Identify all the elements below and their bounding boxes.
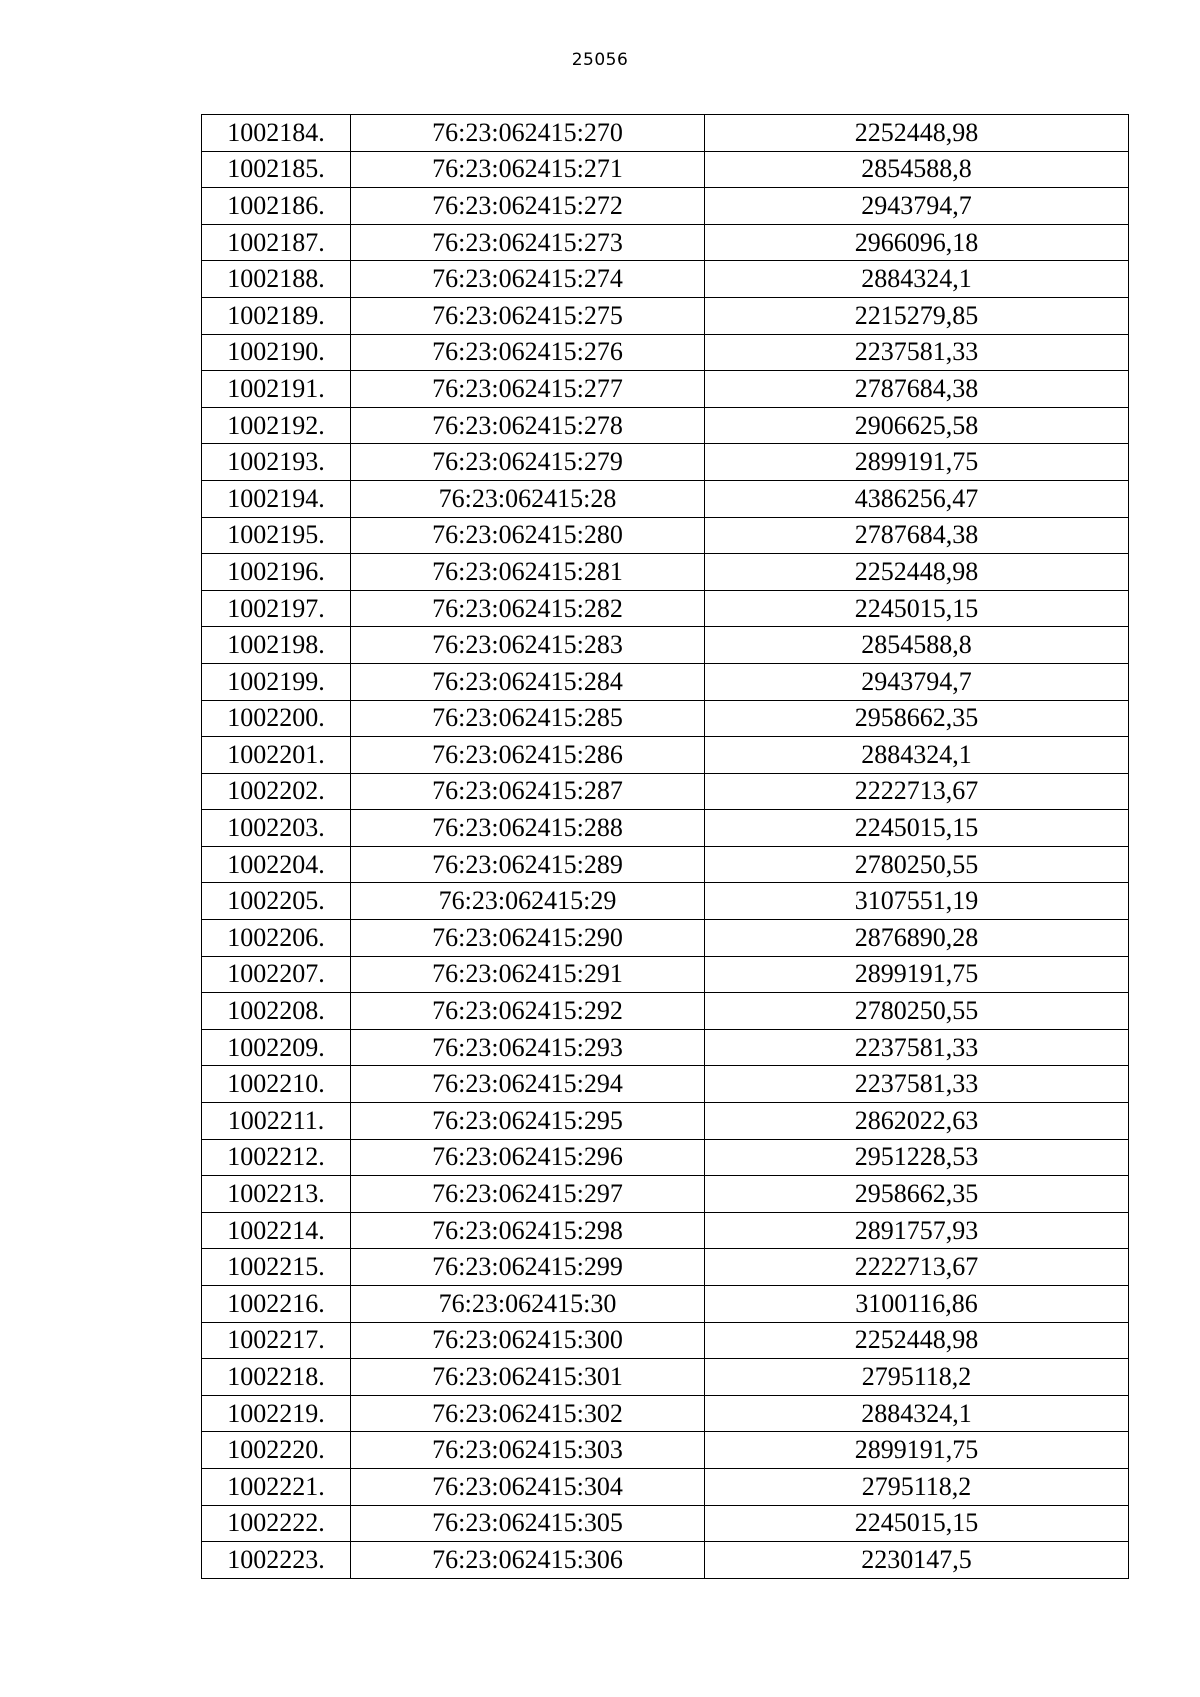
cadastral-value-cell: 2780250,55 [705, 993, 1129, 1030]
cadastral-number-cell: 76:23:062415:278 [351, 407, 705, 444]
row-number-cell: 1002189. [202, 297, 351, 334]
table-row [202, 737, 1129, 774]
cadastral-number-cell: 76:23:062415:287 [351, 773, 705, 810]
table-row [202, 1066, 1129, 1103]
cadastral-number-cell: 76:23:062415:270 [351, 115, 705, 152]
cadastral-number-cell: 76:23:062415:28 [351, 480, 705, 517]
cadastral-number-cell: 76:23:062415:292 [351, 993, 705, 1030]
row-number-cell: 1002223. [202, 1542, 351, 1579]
table-row [202, 480, 1129, 517]
table-row [202, 444, 1129, 481]
cadastral-value-cell: 2795118,2 [705, 1359, 1129, 1396]
row-number-cell: 1002213. [202, 1176, 351, 1213]
cadastral-value-cell: 2899191,75 [705, 444, 1129, 481]
row-number-cell: 1002202. [202, 773, 351, 810]
cadastral-number-cell: 76:23:062415:276 [351, 334, 705, 371]
row-number-cell: 1002203. [202, 810, 351, 847]
page-number: 25056 [571, 50, 629, 70]
cadastral-number-cell: 76:23:062415:305 [351, 1505, 705, 1542]
table-row [202, 920, 1129, 957]
cadastral-value-cell: 2884324,1 [705, 1395, 1129, 1432]
cadastral-value-cell: 2237581,33 [705, 1029, 1129, 1066]
row-number-cell: 1002207. [202, 956, 351, 993]
cadastral-value-cell: 2222713,67 [705, 773, 1129, 810]
row-number-cell: 1002188. [202, 261, 351, 298]
cadastral-value-cell: 2943794,7 [705, 663, 1129, 700]
cadastral-number-cell: 76:23:062415:275 [351, 297, 705, 334]
cadastral-number-cell: 76:23:062415:297 [351, 1176, 705, 1213]
cadastral-number-cell: 76:23:062415:296 [351, 1139, 705, 1176]
table-row [202, 554, 1129, 591]
table-row [202, 700, 1129, 737]
cadastral-number-cell: 76:23:062415:274 [351, 261, 705, 298]
cadastral-number-cell: 76:23:062415:271 [351, 151, 705, 188]
row-number-cell: 1002206. [202, 920, 351, 957]
cadastral-value-cell: 2230147,5 [705, 1542, 1129, 1579]
row-number-cell: 1002190. [202, 334, 351, 371]
table-row [202, 627, 1129, 664]
table-row [202, 407, 1129, 444]
table-row [202, 1103, 1129, 1140]
row-number-cell: 1002212. [202, 1139, 351, 1176]
table-row [202, 590, 1129, 627]
cadastral-value-cell: 2252448,98 [705, 1322, 1129, 1359]
cadastral-number-cell: 76:23:062415:302 [351, 1395, 705, 1432]
cadastral-value-cell: 2215279,85 [705, 297, 1129, 334]
row-number-cell: 1002218. [202, 1359, 351, 1396]
table-row [202, 773, 1129, 810]
cadastral-value-cell: 2780250,55 [705, 846, 1129, 883]
cadastral-value-cell: 3107551,19 [705, 883, 1129, 920]
table-row [202, 1176, 1129, 1213]
cadastral-number-cell: 76:23:062415:298 [351, 1212, 705, 1249]
cadastral-number-cell: 76:23:062415:284 [351, 663, 705, 700]
table-row [202, 1322, 1129, 1359]
table-row [202, 1029, 1129, 1066]
cadastral-value-cell: 2906625,58 [705, 407, 1129, 444]
cadastral-value-cell: 2951228,53 [705, 1139, 1129, 1176]
row-number-cell: 1002201. [202, 737, 351, 774]
table-row [202, 1432, 1129, 1469]
cadastral-number-cell: 76:23:062415:30 [351, 1286, 705, 1323]
cadastral-value-cell: 4386256,47 [705, 480, 1129, 517]
table-row [202, 1139, 1129, 1176]
table-row [202, 1395, 1129, 1432]
cadastral-value-cell: 2943794,7 [705, 188, 1129, 225]
cadastral-value-cell: 2899191,75 [705, 1432, 1129, 1469]
table-row [202, 1505, 1129, 1542]
row-number-cell: 1002208. [202, 993, 351, 1030]
table-row [202, 1468, 1129, 1505]
row-number-cell: 1002186. [202, 188, 351, 225]
row-number-cell: 1002221. [202, 1468, 351, 1505]
cadastral-value-cell: 2862022,63 [705, 1103, 1129, 1140]
cadastral-number-cell: 76:23:062415:304 [351, 1468, 705, 1505]
table-row [202, 517, 1129, 554]
cadastral-number-cell: 76:23:062415:293 [351, 1029, 705, 1066]
row-number-cell: 1002205. [202, 883, 351, 920]
cadastral-value-cell: 3100116,86 [705, 1286, 1129, 1323]
cadastral-number-cell: 76:23:062415:306 [351, 1542, 705, 1579]
cadastral-number-cell: 76:23:062415:303 [351, 1432, 705, 1469]
row-number-cell: 1002220. [202, 1432, 351, 1469]
cadastral-value-cell: 2252448,98 [705, 115, 1129, 152]
row-number-cell: 1002215. [202, 1249, 351, 1286]
row-number-cell: 1002185. [202, 151, 351, 188]
cadastral-number-cell: 76:23:062415:291 [351, 956, 705, 993]
cadastral-value-cell: 2854588,8 [705, 151, 1129, 188]
cadastral-value-cell: 2245015,15 [705, 1505, 1129, 1542]
cadastral-number-cell: 76:23:062415:279 [351, 444, 705, 481]
cadastral-value-cell: 2884324,1 [705, 261, 1129, 298]
row-number-cell: 1002211. [202, 1103, 351, 1140]
table-row [202, 1359, 1129, 1396]
cadastral-number-cell: 76:23:062415:282 [351, 590, 705, 627]
cadastral-number-cell: 76:23:062415:285 [351, 700, 705, 737]
row-number-cell: 1002214. [202, 1212, 351, 1249]
row-number-cell: 1002192. [202, 407, 351, 444]
row-number-cell: 1002199. [202, 663, 351, 700]
row-number-cell: 1002210. [202, 1066, 351, 1103]
cadastral-number-cell: 76:23:062415:29 [351, 883, 705, 920]
cadastral-value-table [201, 114, 1129, 1579]
cadastral-value-cell: 2795118,2 [705, 1468, 1129, 1505]
cadastral-value-cell: 2245015,15 [705, 810, 1129, 847]
table-row [202, 297, 1129, 334]
cadastral-value-cell: 2222713,67 [705, 1249, 1129, 1286]
cadastral-value-cell: 2884324,1 [705, 737, 1129, 774]
table-row [202, 151, 1129, 188]
cadastral-number-cell: 76:23:062415:288 [351, 810, 705, 847]
cadastral-number-cell: 76:23:062415:290 [351, 920, 705, 957]
cadastral-number-cell: 76:23:062415:283 [351, 627, 705, 664]
cadastral-number-cell: 76:23:062415:286 [351, 737, 705, 774]
cadastral-number-cell: 76:23:062415:281 [351, 554, 705, 591]
row-number-cell: 1002196. [202, 554, 351, 591]
cadastral-number-cell: 76:23:062415:301 [351, 1359, 705, 1396]
table-row [202, 371, 1129, 408]
cadastral-value-cell: 2787684,38 [705, 371, 1129, 408]
row-number-cell: 1002204. [202, 846, 351, 883]
cadastral-value-cell: 2958662,35 [705, 700, 1129, 737]
table-row [202, 188, 1129, 225]
cadastral-value-cell: 2787684,38 [705, 517, 1129, 554]
cadastral-value-cell: 2854588,8 [705, 627, 1129, 664]
cadastral-number-cell: 76:23:062415:277 [351, 371, 705, 408]
table-row [202, 1286, 1129, 1323]
row-number-cell: 1002187. [202, 224, 351, 261]
row-number-cell: 1002197. [202, 590, 351, 627]
row-number-cell: 1002195. [202, 517, 351, 554]
table-row [202, 224, 1129, 261]
row-number-cell: 1002200. [202, 700, 351, 737]
cadastral-number-cell: 76:23:062415:289 [351, 846, 705, 883]
cadastral-value-cell: 2876890,28 [705, 920, 1129, 957]
row-number-cell: 1002219. [202, 1395, 351, 1432]
cadastral-number-cell: 76:23:062415:280 [351, 517, 705, 554]
cadastral-number-cell: 76:23:062415:299 [351, 1249, 705, 1286]
row-number-cell: 1002217. [202, 1322, 351, 1359]
cadastral-value-cell: 2237581,33 [705, 334, 1129, 371]
table-row [202, 956, 1129, 993]
cadastral-number-cell: 76:23:062415:300 [351, 1322, 705, 1359]
table-row [202, 1249, 1129, 1286]
row-number-cell: 1002193. [202, 444, 351, 481]
cadastral-value-cell: 2966096,18 [705, 224, 1129, 261]
cadastral-value-cell: 2245015,15 [705, 590, 1129, 627]
cadastral-value-cell: 2891757,93 [705, 1212, 1129, 1249]
cadastral-number-cell: 76:23:062415:273 [351, 224, 705, 261]
table-row [202, 115, 1129, 152]
cadastral-value-cell: 2958662,35 [705, 1176, 1129, 1213]
row-number-cell: 1002194. [202, 480, 351, 517]
cadastral-value-cell: 2899191,75 [705, 956, 1129, 993]
table-row [202, 810, 1129, 847]
cadastral-number-cell: 76:23:062415:295 [351, 1103, 705, 1140]
table-row [202, 1542, 1129, 1579]
row-number-cell: 1002209. [202, 1029, 351, 1066]
row-number-cell: 1002216. [202, 1286, 351, 1323]
table-row [202, 1212, 1129, 1249]
cadastral-number-cell: 76:23:062415:272 [351, 188, 705, 225]
cadastral-number-cell: 76:23:062415:294 [351, 1066, 705, 1103]
table-row [202, 993, 1129, 1030]
table-row [202, 334, 1129, 371]
table-row [202, 846, 1129, 883]
row-number-cell: 1002184. [202, 115, 351, 152]
row-number-cell: 1002191. [202, 371, 351, 408]
cadastral-value-cell: 2237581,33 [705, 1066, 1129, 1103]
row-number-cell: 1002222. [202, 1505, 351, 1542]
row-number-cell: 1002198. [202, 627, 351, 664]
table-row [202, 663, 1129, 700]
cadastral-value-cell: 2252448,98 [705, 554, 1129, 591]
table-row [202, 883, 1129, 920]
table-row [202, 261, 1129, 298]
table-body [202, 115, 1129, 1579]
